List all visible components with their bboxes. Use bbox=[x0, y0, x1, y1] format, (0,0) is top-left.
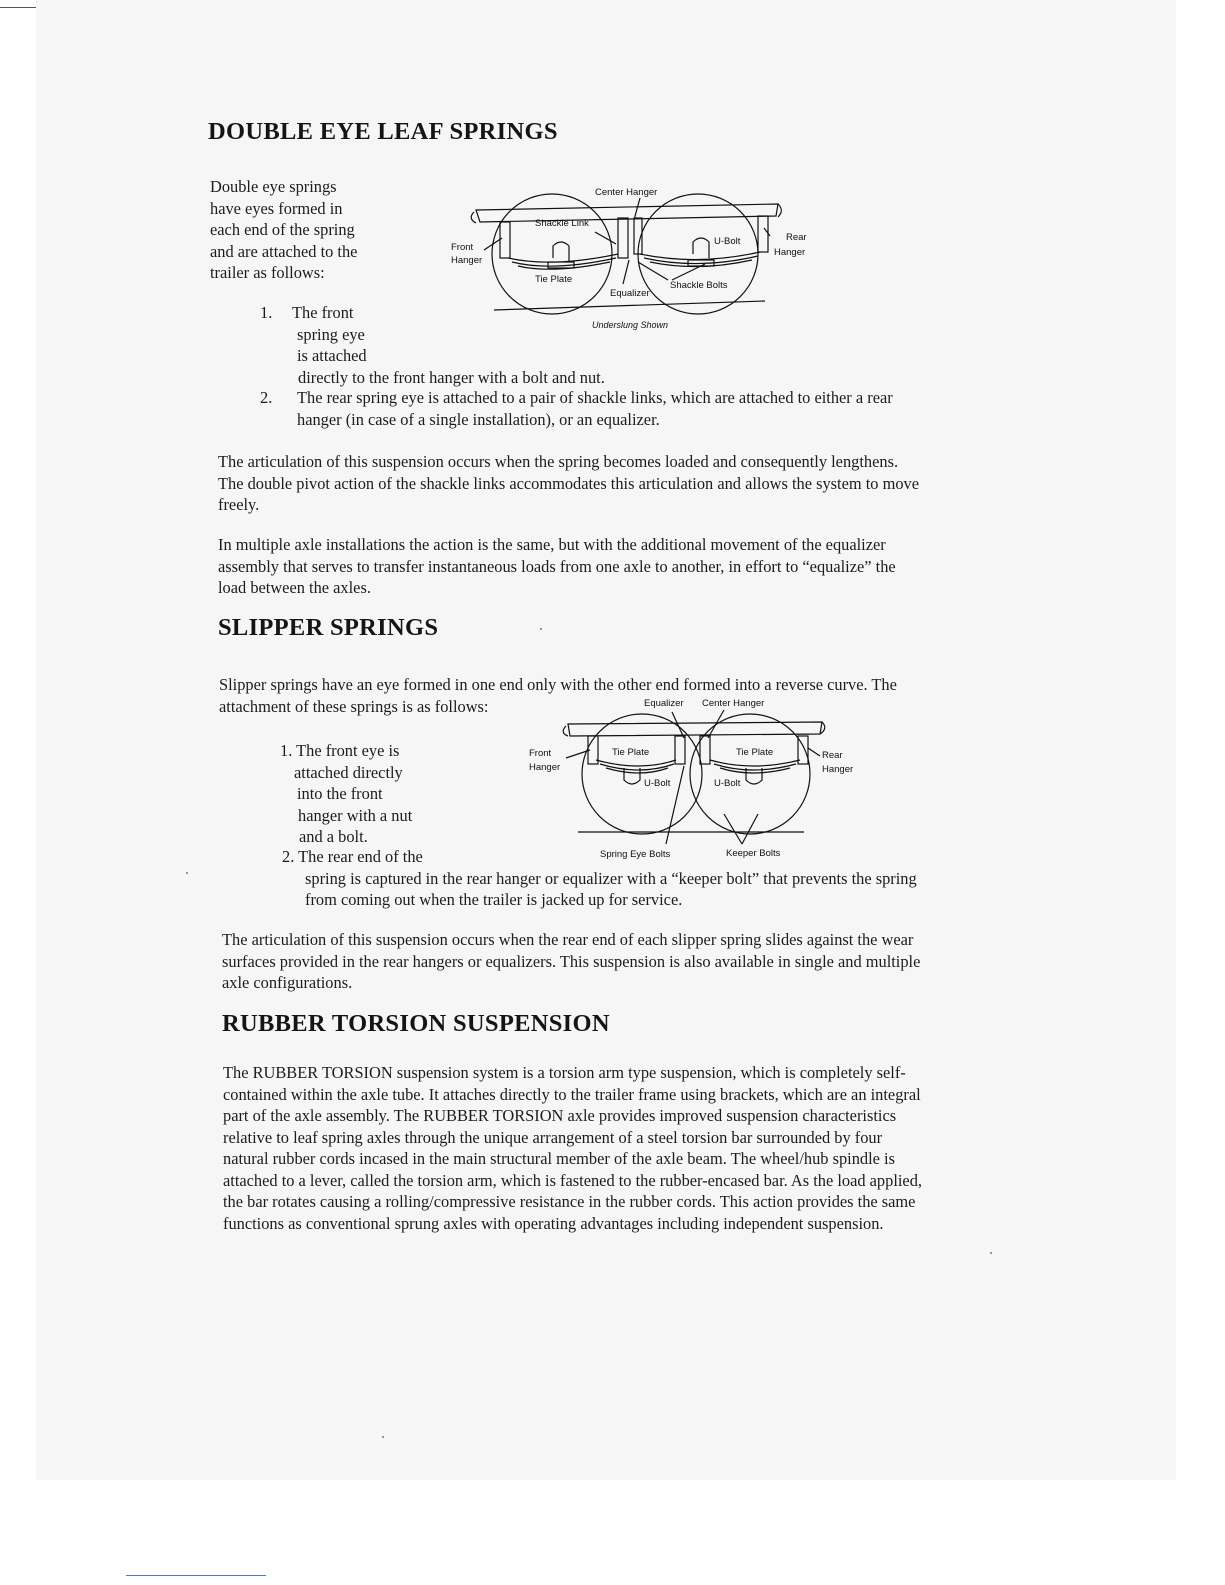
svg-text:Tie Plate: Tie Plate bbox=[535, 274, 573, 285]
s1-list-item-1: 1. The front spring eye is attached directly to the front hanger with a bolt and nut. bbox=[260, 303, 605, 387]
svg-text:U-Bolt: U-Bolt bbox=[644, 778, 671, 789]
svg-text:Underslung Shown: Underslung Shown bbox=[592, 320, 669, 330]
s1-paragraph-1: The articulation of this suspension occurs when the spring becomes loaded and consequently lengthens. The double pivot action of the shackle links accommodates this articulation and allows the system to move freely. bbox=[218, 452, 919, 514]
svg-text:Hanger: Hanger bbox=[451, 255, 483, 266]
svg-text:Tie Plate: Tie Plate bbox=[612, 747, 650, 758]
svg-text:Equalizer: Equalizer bbox=[644, 698, 684, 709]
svg-text:Hanger: Hanger bbox=[774, 247, 806, 258]
section-title-slipper: SLIPPER SPRINGS bbox=[218, 614, 439, 641]
svg-text:Shackle Link: Shackle Link bbox=[535, 218, 589, 229]
s2-list-item-2: 2. The rear end of the spring is captured in the rear hanger or equalizer with a “keeper bolt” that prevents the spring from coming out when the trailer is jacked up for service. bbox=[282, 847, 917, 909]
svg-text:Hanger: Hanger bbox=[822, 764, 854, 775]
svg-text:Center Hanger: Center Hanger bbox=[702, 698, 765, 709]
svg-text:Rear: Rear bbox=[822, 750, 843, 761]
svg-text:Tie Plate: Tie Plate bbox=[736, 747, 774, 758]
section-title-double-eye: DOUBLE EYE LEAF SPRINGS bbox=[208, 118, 558, 145]
svg-text:Front: Front bbox=[529, 748, 552, 759]
svg-text:U-Bolt: U-Bolt bbox=[714, 778, 741, 789]
svg-text:Center Hanger: Center Hanger bbox=[595, 187, 658, 198]
scan-speck bbox=[990, 1252, 992, 1254]
svg-text:Hanger: Hanger bbox=[529, 762, 561, 773]
svg-text:U-Bolt: U-Bolt bbox=[714, 236, 741, 247]
svg-text:Spring Eye Bolts: Spring Eye Bolts bbox=[600, 849, 671, 860]
s2-intro: Slipper springs have an eye formed in one end only with the other end formed into a reverse curve. The attachment of these springs is as follows: bbox=[219, 675, 897, 716]
scan-speck bbox=[382, 1436, 384, 1438]
scan-speck bbox=[186, 872, 188, 874]
s1-intro: Double eye springs have eyes formed in each end of the spring and are attached to the trailer as follows: bbox=[210, 177, 358, 282]
svg-text:Front: Front bbox=[451, 242, 474, 253]
double-eye-spring-diagram bbox=[440, 180, 820, 340]
s2-paragraph-1: The articulation of this suspension occurs when the rear end of each slipper spring slides against the wear surfaces provided in the rear hangers or equalizers. This suspension is also available in single and multiple axle configurations. bbox=[222, 930, 921, 992]
s2-list-item-1: 1. The front eye is attached directly into the front hanger with a nut and a bolt. bbox=[280, 741, 413, 846]
section-title-rubber-torsion: RUBBER TORSION SUSPENSION bbox=[222, 1010, 610, 1037]
svg-text:Equalizer: Equalizer bbox=[610, 288, 650, 299]
scan-speck bbox=[540, 628, 542, 630]
s3-paragraph-1: The RUBBER TORSION suspension system is a torsion arm type suspension, which is completely self- contained within the axle tube. It attaches directly to the trailer frame using brackets, which are an integral part of the axle assembly. The RUBBER TORSION axle provides improved suspension characteristics relative to leaf spring axles through the unique arrangement of a steel torsion bar surrounded by four natural rubber cords incased in the main structural member of the axle beam. The wheel/hub spindle is attached to a lever, called the torsion arm, which is fastened to the rubber-encased bar. As the load applied, the bar rotates causing a rolling/compressive resistance in the rubber cords. This action provides the same functions as conventional sprung axles with operating advantages including independent suspension. bbox=[223, 1063, 923, 1233]
s1-paragraph-2: In multiple axle installations the action is the same, but with the additional movement of the equalizer assembly that serves to transfer instantaneous loads from one axle to another, in effort to “equalize” the load between the axles. bbox=[218, 535, 896, 597]
svg-text:Rear: Rear bbox=[786, 232, 807, 243]
svg-text:Shackle Bolts: Shackle Bolts bbox=[670, 280, 728, 291]
s1-list-item-2: 2. The rear spring eye is attached to a pair of shackle links, which are attached to either a rear hanger (in case of a single installation), or an equalizer. bbox=[260, 388, 893, 429]
slipper-spring-diagram bbox=[520, 694, 860, 866]
svg-text:Keeper Bolts: Keeper Bolts bbox=[726, 848, 781, 859]
footer-link-underline bbox=[126, 1575, 266, 1576]
